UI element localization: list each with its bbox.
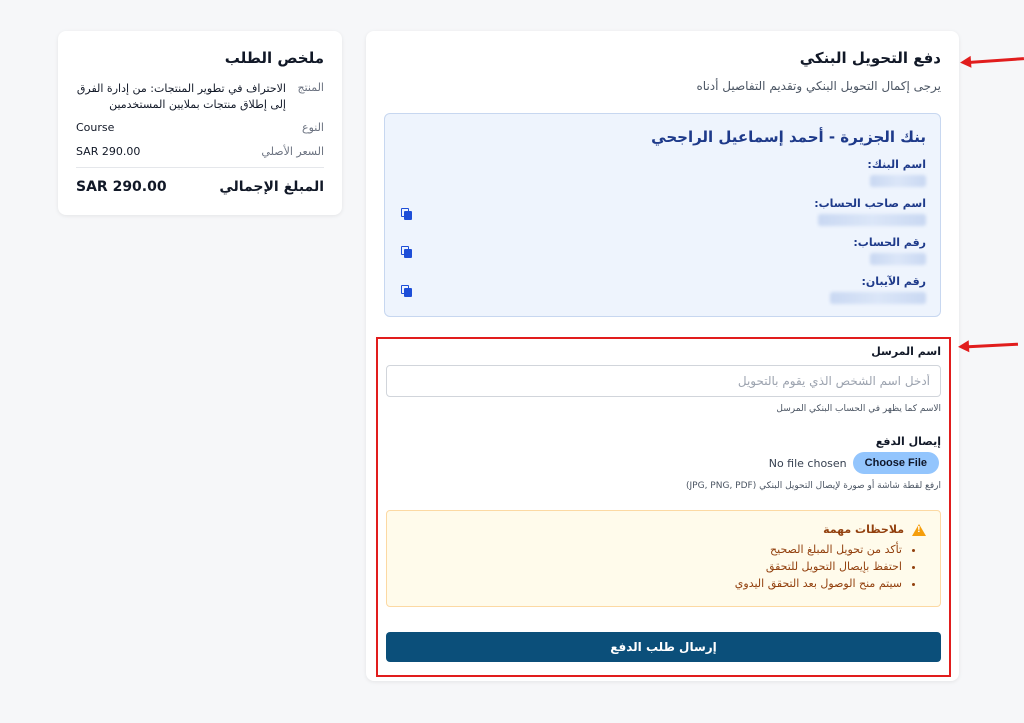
notes-list <box>735 541 920 592</box>
iban-redacted <box>830 292 926 304</box>
list-item: • سيتم منح الوصول بعد التحقق اليدوي <box>735 575 902 592</box>
file-status: No file chosen <box>768 456 847 470</box>
annotation-arrow-form <box>968 343 1018 349</box>
original-price-label: السعر الأصلي <box>261 145 324 158</box>
summary-row-product <box>76 81 324 113</box>
bank-name-redacted <box>870 175 926 187</box>
bank-name-field <box>399 158 926 187</box>
list-item: • احتفظ بإيصال التحويل للتحقق <box>735 558 902 575</box>
order-summary-title: ملخص الطلب <box>224 49 324 67</box>
order-summary-card <box>58 31 342 215</box>
product-value: الاحتراف في تطوير المنتجات: من إدارة الفرق إلى إطلاق منتجات بملايين المستخدمين <box>76 82 286 111</box>
annotation-arrow-title <box>970 57 1024 64</box>
product-label: المنتج <box>297 81 324 94</box>
notes-title: ملاحظات مهمة <box>823 523 904 536</box>
summary-row-original-price <box>76 145 324 158</box>
notes-header <box>823 523 926 536</box>
important-notes-box <box>386 510 941 607</box>
type-label: النوع <box>302 121 324 134</box>
account-number-field <box>399 236 926 265</box>
payment-subtitle: يرجى إكمال التحويل البنكي وتقديم التفاصيل أدناه <box>696 79 941 93</box>
choose-file-button[interactable]: Choose File <box>853 452 939 474</box>
copy-iban-icon[interactable] <box>401 285 410 295</box>
sender-name-label: اسم المرسل <box>871 345 941 358</box>
iban-label: رقم الآيبان: <box>861 275 926 288</box>
warning-icon <box>912 524 926 536</box>
list-item: • تأكد من تحويل المبلغ الصحيح <box>735 541 902 558</box>
original-price-value: SAR 290.00 <box>76 145 141 158</box>
copy-holder-icon[interactable] <box>401 208 410 218</box>
sender-name-help: الاسم كما يظهر في الحساب البنكي المرسل <box>776 404 941 414</box>
copy-account-icon[interactable] <box>401 246 410 256</box>
payment-form-highlight <box>376 337 951 677</box>
receipt-label: إيصال الدفع <box>875 435 941 448</box>
summary-divider <box>76 167 324 168</box>
summary-row-type <box>76 121 324 134</box>
total-label: المبلغ الإجمالي <box>219 179 324 195</box>
submit-payment-button[interactable]: إرسال طلب الدفع <box>386 632 941 662</box>
bank-name-label: اسم البنك: <box>867 158 926 171</box>
bank-details-box <box>384 113 941 317</box>
account-holder-field <box>399 197 926 226</box>
receipt-file-picker <box>769 452 939 474</box>
total-value: SAR 290.00 <box>76 179 167 195</box>
type-value: Course <box>76 121 115 134</box>
account-holder-label: اسم صاحب الحساب: <box>814 197 926 210</box>
account-holder-redacted <box>818 214 926 226</box>
payment-title: دفع التحويل البنكي <box>799 49 941 67</box>
receipt-help: ارفع لقطة شاشة أو صورة لإيصال التحويل البنكي (JPG, PNG, PDF) <box>686 481 941 491</box>
bank-name-heading: بنك الجزيرة - أحمد إسماعيل الراجحي <box>651 128 926 146</box>
account-number-redacted <box>870 253 926 265</box>
iban-field <box>399 275 926 304</box>
summary-total <box>76 179 324 195</box>
account-number-label: رقم الحساب: <box>853 236 926 249</box>
bank-transfer-card <box>366 31 959 681</box>
sender-name-input[interactable] <box>386 365 941 397</box>
